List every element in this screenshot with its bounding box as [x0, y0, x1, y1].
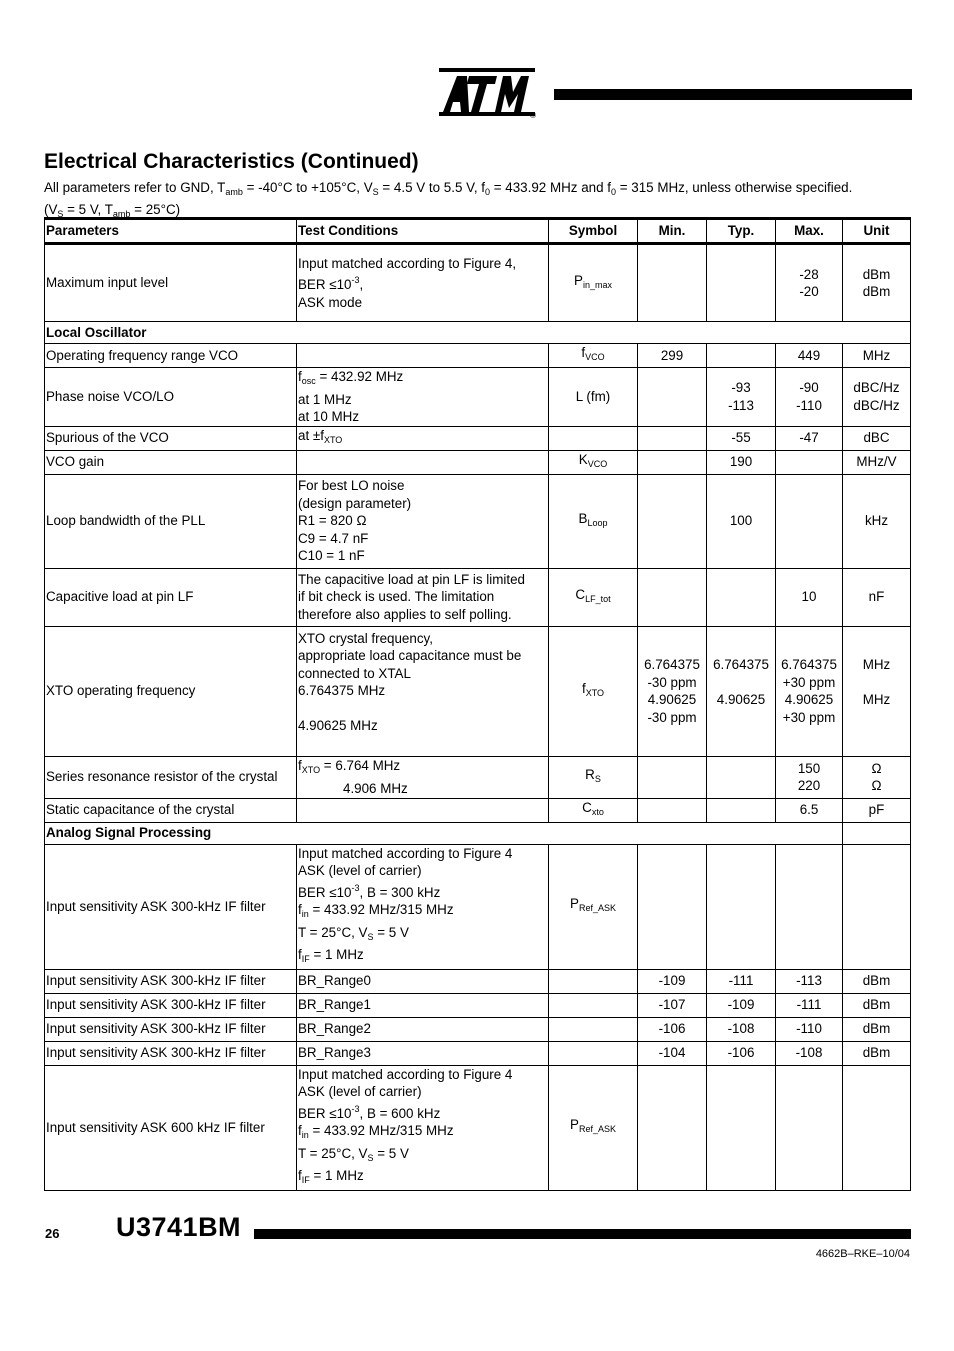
page-number: 26 — [45, 1226, 60, 1241]
table-row: Input sensitivity ASK 300-kHz IF filter BR_Range2 -106 -108 -110 dBm — [45, 1017, 911, 1041]
footer-rule — [254, 1229, 911, 1239]
test-conditions-note: All parameters refer to GND, $T_{amb} = -40^\circ C$ to +105°C, $V_S = 4.5$ V to 5.5 V, $f_0 = 433.92$ MHz and $f_0 = 315$ MHz, unless otherwise specified. ($V_S = 5$ V, $T_{amb} = 25^\circ C$) — [44, 180, 853, 219]
atmel-logo-text: ATMEL — [539, 128, 543, 129]
electrical-characteristics-table — [44, 217, 911, 1191]
section-row-local-oscillator: Local Oscillator — [45, 322, 911, 344]
product-name: U3741BM — [116, 1212, 242, 1242]
table-row: VCO gain $K_{VCO}$ 190 MHz/V — [45, 450, 911, 474]
col-min: Min. — [638, 219, 707, 244]
document-reference: 4662B–RKE–10/04 — [815, 1248, 910, 1260]
table-row: Phase noise VCO/LO $f_{osc} = 432.92$ MHz at 1 MHz at 10 MHz L (fm) -93 -113 -90 -110 dBC/Hz dBC/Hz — [45, 368, 911, 427]
table-row: Capacitive load at pin LF The capacitive load at pin LF is limited if bit check is used. The limitation therefore also applies to self polling. $C_{LF\_tot}$ 10 nF — [45, 568, 911, 626]
table-row: Loop bandwidth of the PLL For best LO noise (design parameter) R1 = 820 Ω C9 = 4.7 nF C10 = 1 nF $B_{Loop}$ 100 kHz — [45, 474, 911, 568]
section-title: Electrical Characteristics (Continued) — [44, 150, 419, 173]
section-row-analog-signal-processing: Analog Signal Processing — [45, 822, 911, 844]
table-row: Input sensitivity ASK 300-kHz IF filter BR_Range0 -109 -111 -113 dBm — [45, 969, 911, 993]
table-row: Input sensitivity ASK 300-kHz IF filter BR_Range3 -104 -106 -108 dBm — [45, 1041, 911, 1065]
table-row: Input sensitivity ASK 300-kHz IF filter BR_Range1 -107 -109 -111 dBm — [45, 993, 911, 1017]
table-row: Static capacitance of the crystal $C_{xto}$ 6.5 pF — [45, 798, 911, 822]
table-row: Maximum input level Input matched according to Figure 4, BER $\le 10^{-3}$, ASK mode $P_{in\_max}$ -28 -20 dBm dBm — [45, 244, 911, 322]
table-header-row — [45, 219, 911, 244]
atmel-logo — [439, 68, 543, 129]
col-max: Max. — [776, 219, 843, 244]
table-row: Spurious of the VCO at $\pm f_{XTO}$ -55 -47 dBC — [45, 426, 911, 450]
table-row: Series resonance resistor of the crystal $f_{XTO} = 6.764$ MHz 4.906 MHz $R_S$ 150 220 Ω Ω — [45, 756, 911, 798]
col-test-conditions: Test Conditions — [297, 219, 549, 244]
registered-mark: ® — [530, 111, 536, 120]
header-rule — [554, 89, 912, 100]
table-row: Input sensitivity ASK 600 kHz IF filter Input matched according to Figure 4 ASK (level of carrier) BER $\le 10^{-3}$, B = 600 kHz $f_{in} = 433.92$ MHz/315 MHz T = 25°C, $V_S = 5$ V $f_{IF} = 1$ MHz $P_{Ref\_ASK}$ — [45, 1065, 911, 1190]
table-row: Input sensitivity ASK 300-kHz IF filter Input matched according to Figure 4 ASK (level of carrier) BER $\le 10^{-3}$, B = 300 kHz $f_{in} = 433.92$ MHz/315 MHz T = 25°C, $V_S = 5$ V $f_{IF} = 1$ MHz $P_{Ref\_ASK}$ — [45, 844, 911, 969]
col-unit: Unit — [843, 219, 911, 244]
table-row: Operating frequency range VCO $f_{VCO}$ 299 449 MHz — [45, 344, 911, 368]
table-row: XTO operating frequency XTO crystal frequency, appropriate load capacitance must be connected to XTAL 6.764375 MHz 4.90625 MHz $f_{XTO}$ 6.764375 -30 ppm 4.90625 -30 ppm 6.764375 4.90625 6.764375 +30 ppm 4.90625 +30 ppm MHz MHz — [45, 626, 911, 756]
col-typ: Typ. — [707, 219, 776, 244]
col-symbol: Symbol — [549, 219, 638, 244]
col-parameters: Parameters — [45, 219, 297, 244]
